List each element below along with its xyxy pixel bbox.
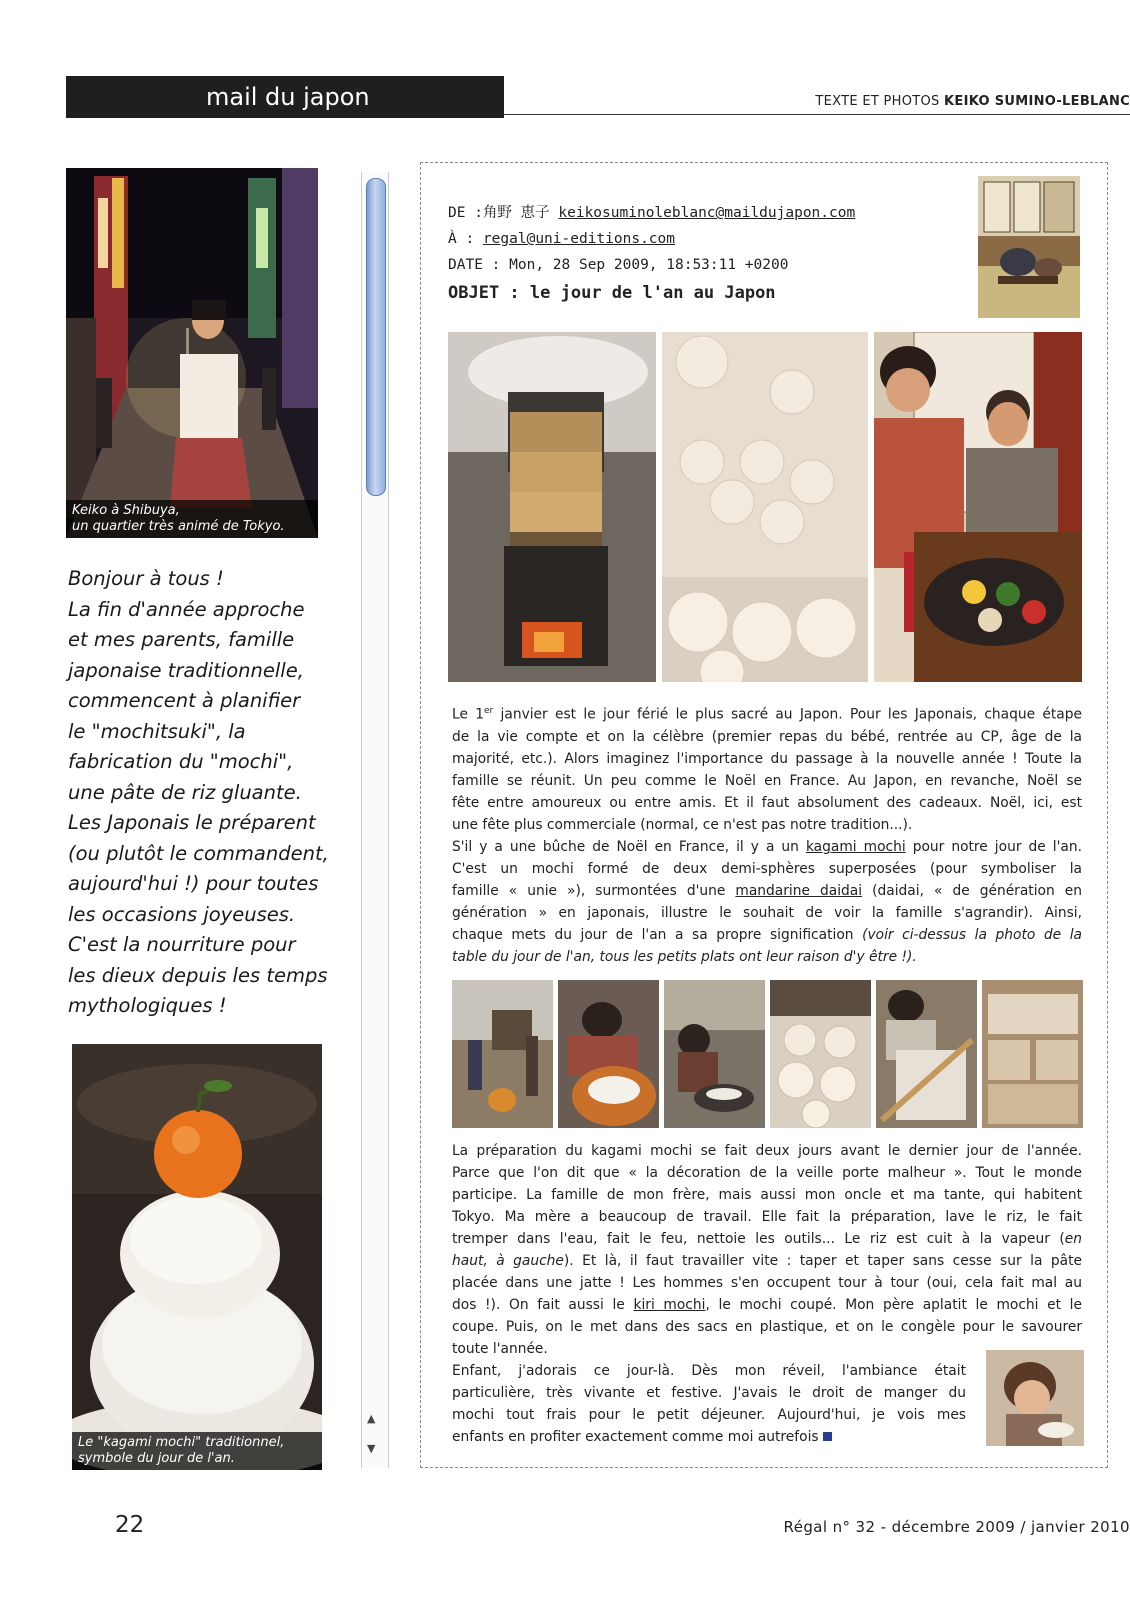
kagami-caption-line: Le "kagami mochi" traditionnel, (78, 1435, 285, 1450)
shibuya-caption-line: un quartier très animé de Tokyo. (72, 519, 285, 534)
intro-line: fabrication du "mochi", (68, 750, 294, 773)
text-line (452, 880, 1082, 902)
article-paragraph-3 (452, 1140, 1082, 1360)
text-span: enfants en profiter exactement comme moi autrefois (452, 1429, 819, 1445)
text-span: ). Et là, il faut travailler vite : taper et taper sans cesse sur la pâte (563, 1253, 1083, 1269)
intro-line: les occasions joyeuses. (68, 902, 296, 926)
scrollbar-thumb[interactable] (366, 178, 386, 496)
text-span: tremper dans l'eau, fait le feu, nettoie les outils... Le riz est cuit à la vapeur ( (452, 1231, 1065, 1247)
text-span: Le 1 (452, 706, 484, 723)
kagami-caption-line: symbole du jour de l'an. (78, 1451, 235, 1466)
strip-photo-art (982, 980, 1083, 1128)
child-photo-art (986, 1350, 1084, 1446)
shibuya-photo (66, 168, 318, 538)
intro-line: (ou plutôt le commandent, (68, 841, 329, 865)
section-title: mail du japon (66, 76, 504, 118)
intro-line: japonaise traditionnelle, (68, 658, 304, 682)
text-line: Parce que l'on dit que « la décoration de la veille porte malheur ». Tout le monde (452, 1165, 1082, 1181)
kagami-mochi-link[interactable]: kagami mochi (805, 838, 906, 855)
strip-photo-3 (664, 980, 765, 1128)
interior-photo (978, 176, 1080, 318)
intro-line: et mes parents, famille (68, 628, 295, 651)
superscript: er (484, 706, 494, 716)
text-line: La préparation du kagami mochi se fait deux jours avant le dernier jour de l'année. (452, 1143, 1082, 1159)
header-rule (504, 114, 1130, 115)
mandarine-daidai-link[interactable]: mandarine daidai (735, 882, 863, 899)
text-line (452, 924, 1082, 946)
strip-photo-4 (770, 980, 871, 1128)
text-line (452, 1426, 966, 1448)
steamer-photo (448, 332, 656, 682)
text-line: majorité, etc.). Alors imaginez l'importance du passage à la nouvelle année ! Toute la (452, 750, 1082, 767)
kagami-caption (72, 1432, 322, 1470)
text-line: génération » en japonais, illustre le souhait de voir la famille s'agrandir). Ainsi, (452, 904, 1082, 921)
strip-photo-art (452, 980, 553, 1128)
credit-author: KEIKO SUMINO-LEBLANC (944, 94, 1130, 109)
text-span: (daidai, « de génération en (862, 882, 1082, 899)
text-span: dos !). On fait aussi le (452, 1297, 634, 1313)
text-line: participe. La famille de mon frère, mais aussi mon oncle et ma tante, qui habitent (452, 1187, 1082, 1203)
interior-photo-art (978, 176, 1080, 318)
scrollbar[interactable] (361, 172, 389, 1468)
text-line: Tokyo. Ma mère a beaucoup de travail. Elle fait la préparation, lave le riz, le fait (452, 1209, 1082, 1225)
email-subject (448, 280, 855, 306)
text-line: une fête plus commerciale (normal, ce n'est pas notre tradition...). (452, 816, 913, 833)
shibuya-photo-art (66, 168, 318, 538)
intro-line: les dieux depuis les temps (68, 963, 328, 987)
from-label: DE : (448, 205, 483, 221)
intro-line: Bonjour à tous ! (68, 567, 224, 590)
page-number: 22 (115, 1512, 145, 1538)
mochi-balls-photo (662, 332, 868, 682)
text-line: toute l'année. (452, 1341, 548, 1357)
text-line: C'est un mochi formé de deux demi-sphères superposées (pour symboliser la (452, 860, 1082, 877)
family-table-photo (874, 332, 1082, 682)
from-address[interactable]: keikosuminoleblanc@maildujapon.com (558, 205, 856, 221)
text-line (452, 1250, 1082, 1272)
text-line (452, 836, 1082, 858)
email-from (448, 200, 855, 226)
date-label: DATE : (448, 257, 501, 273)
text-line: de la vie compte et on la célèbre (premier repas du bébé, rentrée au CP, âge de la (452, 728, 1082, 745)
text-span: haut, à gauche (452, 1253, 564, 1269)
intro-line: C'est la nourriture pour (68, 933, 296, 956)
scroll-down-icon[interactable]: ▼ (367, 1442, 376, 1455)
kagami-mochi-art (72, 1044, 322, 1470)
shibuya-caption-line: Keiko à Shibuya, (72, 503, 180, 518)
magazine-footer: Régal n° 32 - décembre 2009 / janvier 2010 (783, 1518, 1130, 1536)
text-line: particulière, très vivante et festive. J'avais le droit de manger du (452, 1385, 966, 1401)
steamer-photo-art (448, 332, 656, 682)
intro-text (68, 564, 358, 1022)
text-span: janvier est le jour férié le plus sacré au Japon. Pour les Japonais, chaque étape (493, 706, 1082, 723)
strip-photo-1 (452, 980, 553, 1128)
text-line (452, 700, 1082, 726)
author-credit (815, 94, 1130, 109)
strip-photo-5 (876, 980, 977, 1128)
text-line: Enfant, j'adorais ce jour-là. Dès mon réveil, l'ambiance était (452, 1363, 966, 1379)
text-span: , le mochi coupé. Mon père aplatit le mochi et le (705, 1297, 1083, 1313)
shibuya-caption (66, 500, 318, 538)
kagami-mochi-photo (72, 1044, 322, 1470)
text-line: table du jour de l'an, tous les petits plats ont leur raison d'y être !). (452, 948, 917, 965)
kiri-mochi-link[interactable]: kiri mochi (633, 1297, 706, 1313)
strip-photo-2 (558, 980, 659, 1128)
article-paragraph-1 (452, 700, 1082, 968)
intro-line: une pâte de riz gluante. (68, 780, 302, 804)
text-span: en (1064, 1231, 1082, 1247)
date-value: Mon, 28 Sep 2009, 18:53:11 +0200 (509, 257, 789, 273)
mochi-balls-photo-art (662, 332, 868, 682)
scroll-up-icon[interactable]: ▲ (367, 1412, 376, 1425)
subject-value: le jour de l'an au Japon (529, 283, 776, 303)
strip-photo-art (876, 980, 977, 1128)
intro-line: aujourd'hui !) pour toutes (68, 872, 319, 895)
text-span: famille « unie »), surmontées d'une (452, 882, 736, 899)
text-span: pour notre jour de l'an. (905, 838, 1082, 855)
subject-label: OBJET : (448, 283, 520, 303)
strip-photo-6 (982, 980, 1083, 1128)
family-table-photo-art (874, 332, 1082, 682)
credit-prefix: TEXTE ET PHOTOS (815, 94, 940, 109)
intro-line: Les Japonais le préparent (68, 811, 316, 834)
to-address[interactable]: regal@uni-editions.com (482, 231, 675, 247)
text-line: coupe. Puis, on le met dans des sacs en plastique, et on le congèle pour le savourer (452, 1319, 1082, 1335)
strip-photo-art (664, 980, 765, 1128)
text-line: fête entre amoureux ou entre amis. Et il faut absolument des cadeaux. Noël, ici, est (452, 794, 1082, 811)
to-label: À : (448, 231, 475, 247)
intro-line: mythologiques ! (68, 994, 227, 1017)
text-line: placée dans une jatte ! Les hommes s'en occupent tour à tour (oui, cela fait mal au (452, 1275, 1082, 1291)
email-to (448, 226, 855, 252)
text-line: famille se réunit. Un peu comme le Noël en France. Au Japon, en revanche, Noël se (452, 772, 1082, 789)
email-header (448, 200, 855, 306)
text-line: mochi tout frais pour le petit déjeuner. Aujourd'hui, je vois mes (452, 1407, 966, 1423)
end-of-article-icon (823, 1432, 832, 1441)
intro-line: La fin d'année approche (68, 597, 305, 621)
intro-line: commencent à planifier (68, 689, 301, 712)
from-name: 角野 恵子 (482, 205, 550, 221)
intro-line: le "mochitsuki", la (68, 719, 246, 743)
text-line (452, 1294, 1082, 1316)
text-span: S'il y a une bûche de Noël en France, il y a un (452, 838, 806, 855)
child-photo (986, 1350, 1084, 1446)
text-span: chaque mets du jour de l'an a sa propre signification (452, 926, 863, 943)
strip-photo-art (770, 980, 871, 1128)
text-line (452, 1228, 1082, 1250)
article-paragraph-4 (452, 1360, 966, 1448)
email-date (448, 252, 855, 278)
text-span: (voir ci-dessus la photo de la (862, 926, 1082, 943)
strip-photo-art (558, 980, 659, 1128)
